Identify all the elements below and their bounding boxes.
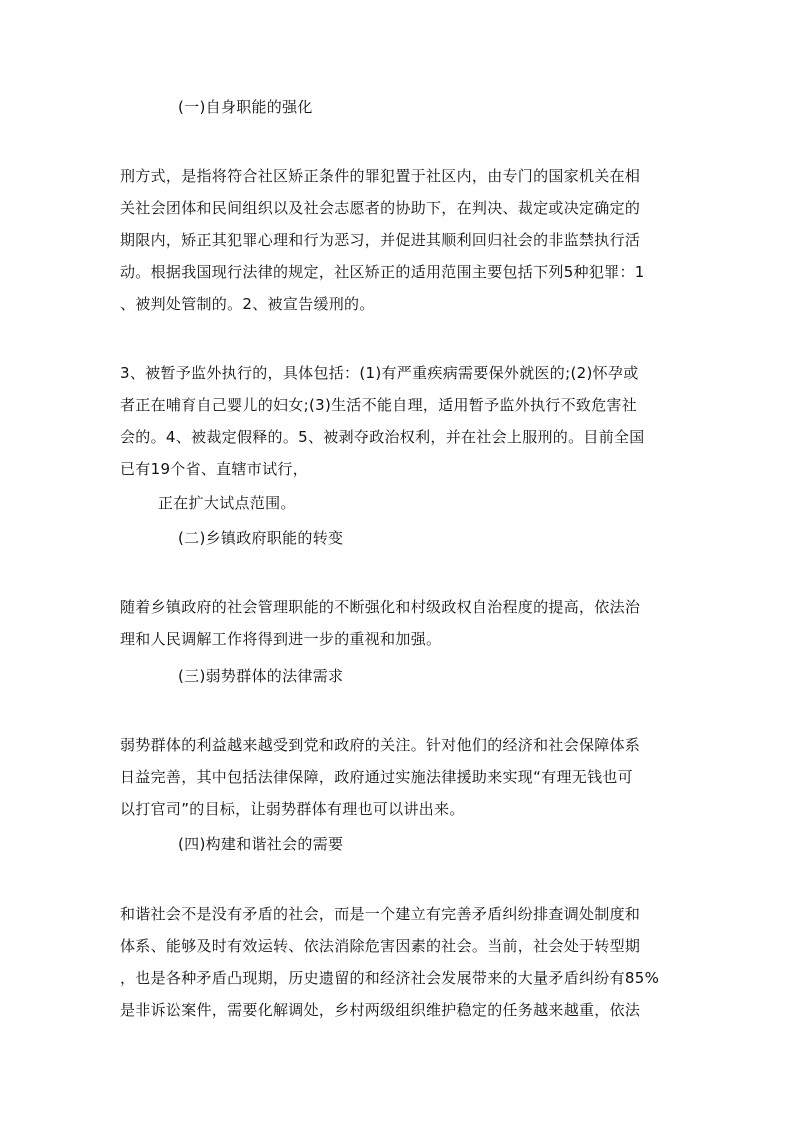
paragraph-2-continuation: 正在扩大试点范围。	[158, 494, 296, 512]
paragraph-5-line-1: 和谐社会不是没有矛盾的社会，而是一个建立有完善矛盾纠纷排查调处制度和	[120, 905, 641, 923]
paragraph-5-line-4: 是非诉讼案件，需要化解调处，乡村两级组织维护稳定的任务越来越重，依法	[120, 1001, 641, 1019]
paragraph-5-line-3: ，也是各种矛盾凸现期，历史遗留的和经济社会发展带来的大量矛盾纠纷有85%	[120, 969, 660, 987]
section-heading-4: (四)构建和谐社会的需要	[178, 835, 344, 853]
paragraph-2-line-3: 会的。4、被裁定假释的。5、被剥夺政治权利，并在社会上服刑的。目前全国	[120, 428, 645, 446]
section-heading-2: (二)乡镇政府职能的转变	[178, 529, 344, 547]
paragraph-1-line-2: 关社会团体和民间组织以及社会志愿者的协助下，在判决、裁定或决定确定的	[120, 199, 641, 217]
section-heading-3: (三)弱势群体的法律需求	[178, 667, 344, 685]
paragraph-4-line-2: 日益完善，其中包括法律保障，政府通过实施法律援助来实现“有理无钱也可	[120, 768, 633, 786]
paragraph-2-line-2: 者正在哺育自己婴儿的妇女;(3)生活不能自理，适用暂予监外执行不致危害社	[120, 396, 638, 414]
paragraph-1-line-3: 期限内，矫正其犯罪心理和行为恶习，并促进其顺利回归社会的非监禁执行活	[120, 231, 641, 249]
paragraph-1-line-5: 、被判处管制的。2、被宣告缓刑的。	[120, 295, 375, 313]
paragraph-4-line-3: 以打官司”的目标，让弱势群体有理也可以讲出来。	[120, 800, 465, 818]
paragraph-2-line-4: 已有19个省、直辖市试行，	[120, 460, 308, 478]
paragraph-4-line-1: 弱势群体的利益越来越受到党和政府的关注。针对他们的经济和社会保障体系	[120, 736, 641, 754]
paragraph-1-line-4: 动。根据我国现行法律的规定，社区矫正的适用范围主要包括下列5种犯罪：1	[120, 263, 645, 281]
paragraph-5-line-2: 体系、能够及时有效运转、依法消除危害因素的社会。当前，社会处于转型期	[120, 937, 641, 955]
paragraph-2-line-1: 3、被暂予监外执行的，具体包括：(1)有严重疾病需要保外就医的;(2)怀孕或	[120, 364, 639, 382]
section-heading-1: (一)自身职能的强化	[178, 98, 313, 116]
paragraph-3-line-2: 理和人民调解工作将得到进一步的重视和加强。	[120, 630, 442, 648]
paragraph-1-line-1: 刑方式，是指将符合社区矫正条件的罪犯置于社区内，由专门的国家机关在相	[120, 167, 641, 185]
paragraph-3-line-1: 随着乡镇政府的社会管理职能的不断强化和村级政权自治程度的提高，依法治	[120, 598, 641, 616]
